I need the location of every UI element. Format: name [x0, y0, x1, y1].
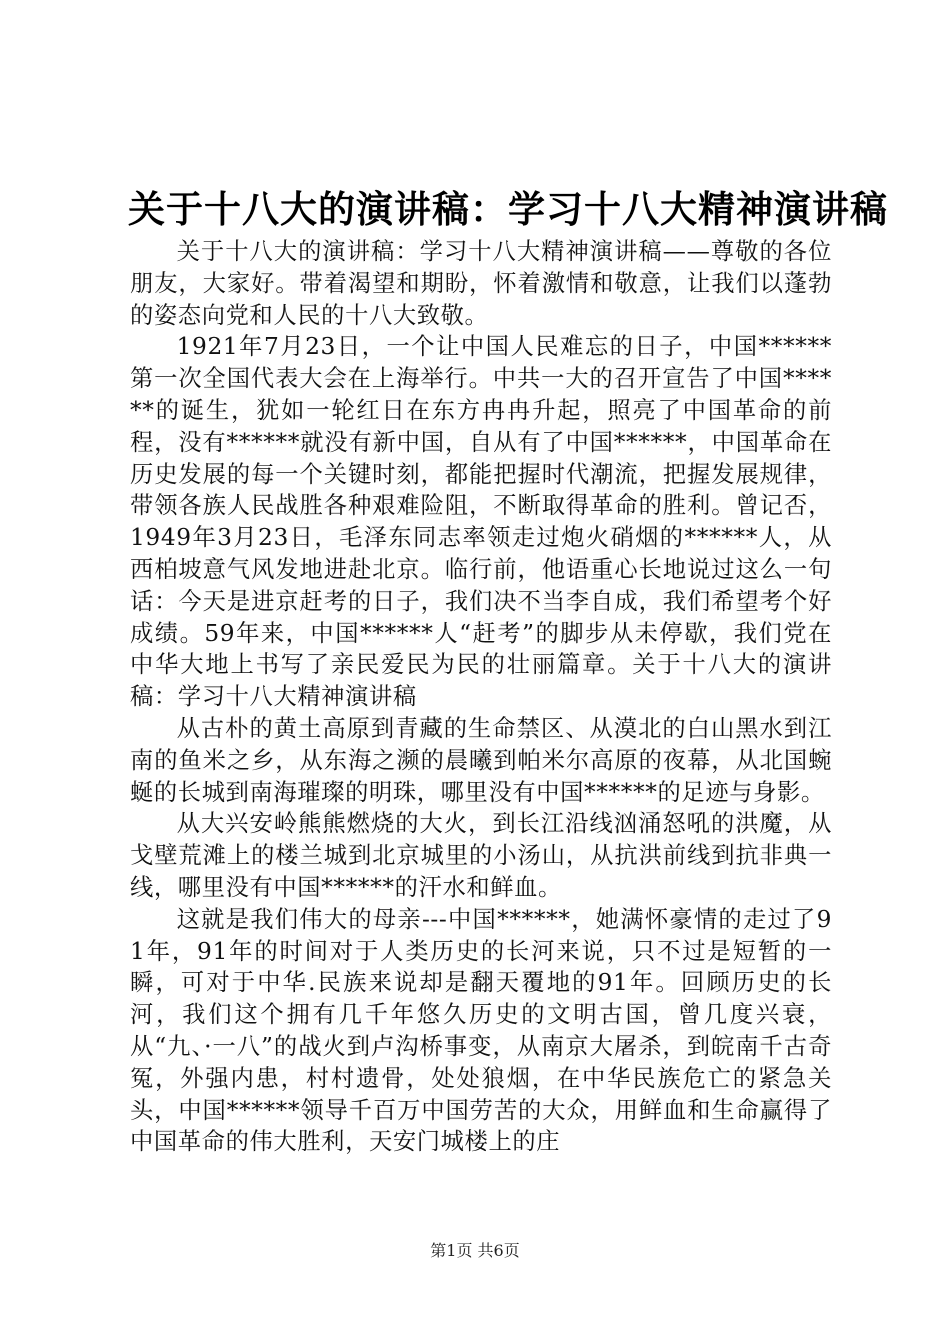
paragraph-4: 从大兴安岭熊熊燃烧的大火，到长江沿线汹涌怒吼的洪魔，从戈壁荒滩上的楼兰城到北京城里的小汤山，从抗洪前线到抗非典一线，哪里没有中国******的汗水和鲜血。 — [130, 810, 832, 901]
paragraph-2: 1921年7月23日，一个让中国人民难忘的日子，中国******第一次全国代表大会在上海举行。中共一大的召开宣告了中国******的诞生，犹如一轮红日在东方冉冉升起，照亮了中国革命的前程，没有******就没有新中国，自从有了中国******，中国革命在历史发展的每一个关键时刻，都能把握时代潮流，把握发展规律，带领各族人民战胜各种艰难险阻，不断取得革命的胜利。曾记否，1949年3月23日，毛泽东同志率领走过炮火硝烟的******人，从西柏坡意气风发地进赴北京。临行前，他语重心长地说过这么一句话：今天是进京赶考的日子，我们决不当李自成，我们希望考个好成绩。59年来，中国******人“赶考”的脚步从未停歇，我们党在中华大地上书写了亲民爱民为民的壮丽篇章。关于十八大的演讲稿：学习十八大精神演讲稿 — [130, 333, 832, 711]
paragraph-3: 从古朴的黄土高原到青藏的生命禁区、从漠北的白山黑水到江南的鱼米之乡，从东海之濒的晨曦到帕米尔高原的夜幕，从北国蜿蜒的长城到南海璀璨的明珠，哪里没有中国******的足迹与身影。 — [130, 714, 832, 806]
paragraph-1: 关于十八大的演讲稿：学习十八大精神演讲稿——尊敬的各位朋友，大家好。带着渴望和期盼，怀着激情和敬意，让我们以蓬勃的姿态向党和人民的十八大致敬。 — [130, 238, 832, 329]
page-footer: 第1页 共6页 — [430, 1241, 520, 1260]
paragraph-5: 这就是我们伟大的母亲---中国******，她满怀豪情的走过了91年，91年的时间对于人类历史的长河来说，只不过是短暂的一瞬，可对于中华.民族来说却是翻天覆地的91年。回顾历史的长河，我们这个拥有几千年悠久历史的文明古国，曾几度兴衰，从“九、·一八”的战火到卢沟桥事变，从南京大屠杀，到皖南千古奇冤，外强内患，村村遗骨，处处狼烟，在中华民族危亡的紧急关头，中国******领导千百万中国劳苦的大众，用鲜血和生命赢得了中国革命的伟大胜利，天安门城楼上的庄 — [130, 905, 832, 1156]
document-title: 关于十八大的演讲稿：学习十八大精神演讲稿 — [128, 188, 888, 231]
document-body — [130, 236, 832, 1158]
